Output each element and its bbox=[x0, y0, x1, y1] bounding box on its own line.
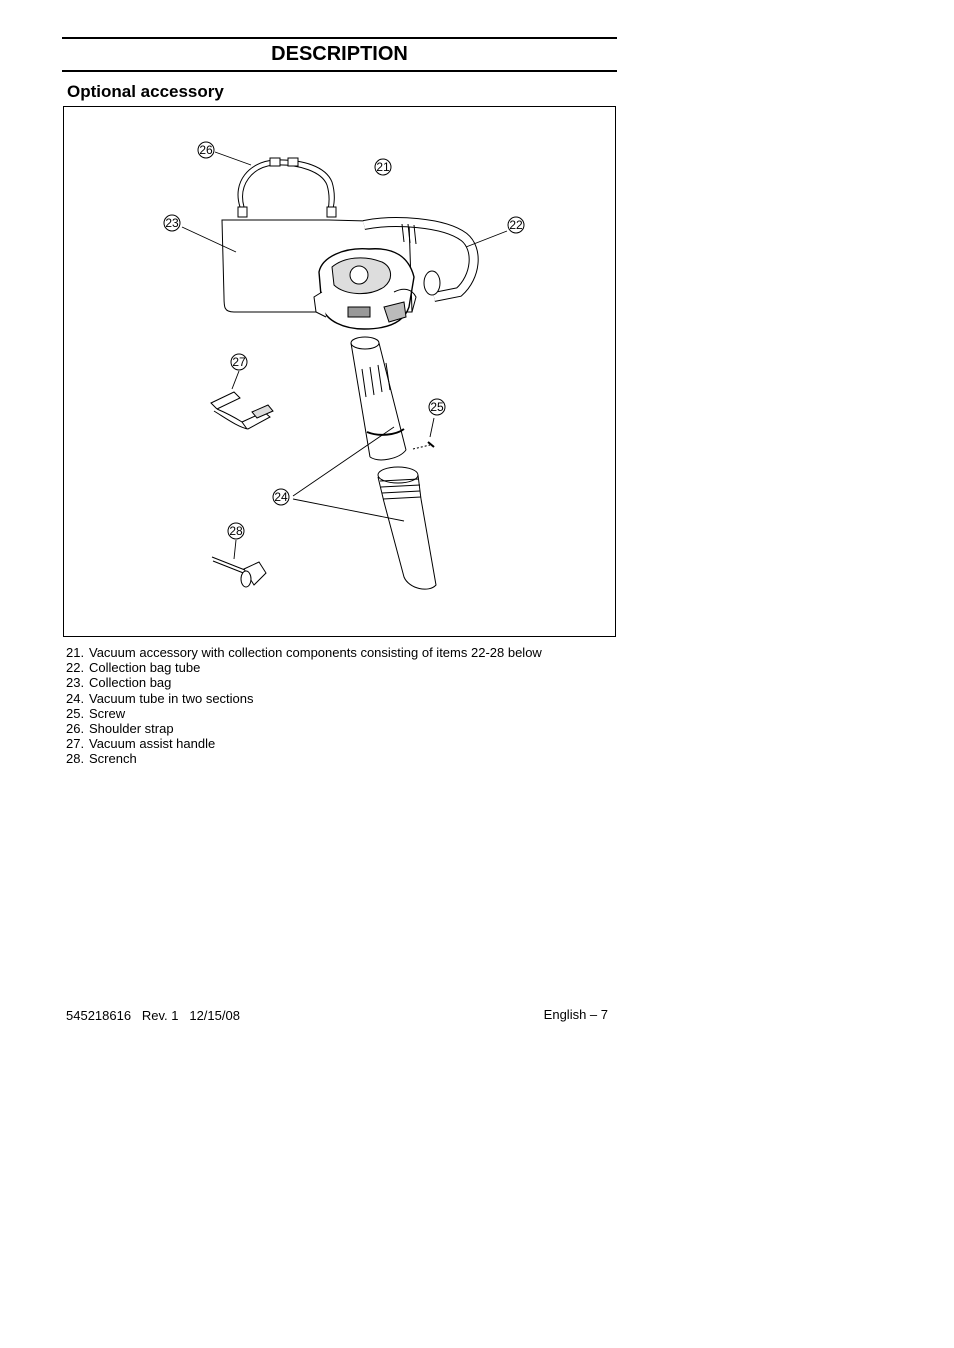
shoulder-strap-drawing bbox=[238, 158, 336, 217]
vacuum-tube-upper-drawing bbox=[351, 337, 406, 460]
svg-text:21: 21 bbox=[376, 160, 390, 174]
vacuum-assist-handle-drawing bbox=[211, 392, 273, 429]
screw-drawing bbox=[413, 442, 434, 449]
leader-lines bbox=[182, 152, 507, 559]
legend-item: 27. Vacuum assist handle bbox=[66, 736, 216, 752]
legend-item: 22. Collection bag tube bbox=[66, 660, 201, 676]
footer-doc-info: 545218616 Rev. 1 12/15/08 bbox=[66, 1008, 240, 1023]
legend-item: 26. Shoulder strap bbox=[66, 721, 174, 737]
legend-item: 28. Scrench bbox=[66, 751, 137, 767]
callout-22 bbox=[508, 217, 524, 233]
header-rule-bottom bbox=[62, 70, 617, 72]
svg-text:28: 28 bbox=[229, 524, 243, 538]
callout-28 bbox=[228, 523, 244, 539]
header-rule-top bbox=[62, 37, 617, 39]
svg-text:23: 23 bbox=[165, 216, 179, 230]
svg-text:27: 27 bbox=[232, 355, 246, 369]
vacuum-tube-lower-drawing bbox=[378, 467, 436, 589]
parts-drawing bbox=[64, 107, 617, 638]
legend-item: 25. Screw bbox=[66, 705, 126, 721]
scrench-drawing bbox=[212, 557, 266, 587]
callout-26 bbox=[198, 142, 214, 158]
legend-item: 23. Collection bag bbox=[66, 675, 172, 691]
callout-21 bbox=[375, 159, 391, 175]
callout-27 bbox=[231, 354, 247, 370]
svg-text:22: 22 bbox=[509, 218, 523, 232]
callout-labels bbox=[164, 142, 524, 539]
parts-legend bbox=[66, 645, 542, 767]
svg-text:25: 25 bbox=[430, 400, 444, 414]
section-title: DESCRIPTION bbox=[271, 43, 408, 65]
callout-25 bbox=[429, 399, 445, 415]
legend-item: 24. Vacuum tube in two sections bbox=[66, 690, 254, 706]
callout-24 bbox=[273, 489, 289, 505]
footer-page-label: English – 7 bbox=[543, 1007, 608, 1022]
svg-text:24: 24 bbox=[274, 490, 288, 504]
subheading: Optional accessory bbox=[67, 82, 224, 101]
legend-item: 21. Vacuum accessory with collection components consisting of items 22-28 below bbox=[66, 645, 542, 660]
blower-engine-drawing bbox=[314, 249, 416, 329]
accessory-illustration bbox=[63, 106, 616, 637]
callout-23 bbox=[164, 215, 180, 231]
svg-text:26: 26 bbox=[199, 143, 213, 157]
